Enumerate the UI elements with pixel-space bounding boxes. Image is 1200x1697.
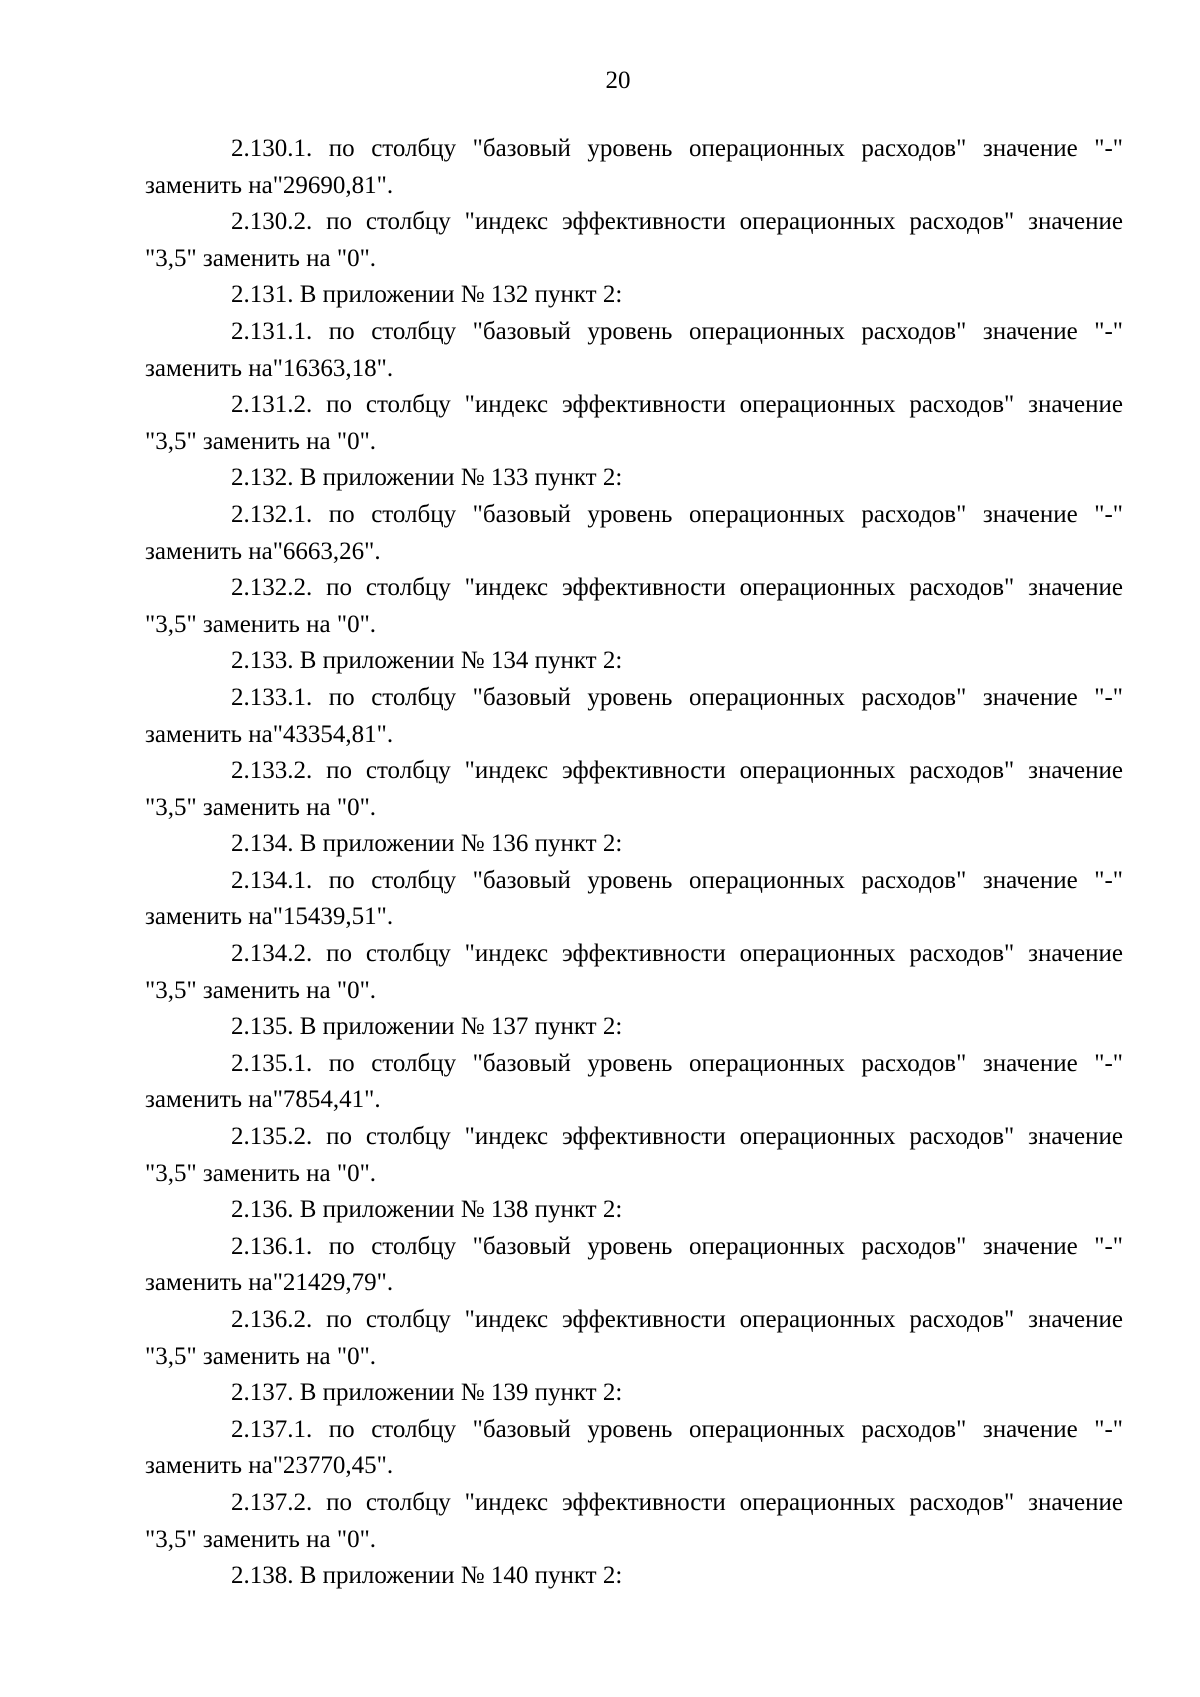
paragraph: 2.132. В приложении № 133 пункт 2: [231, 464, 623, 492]
paragraph: 2.136. В приложении № 138 пункт 2: [231, 1196, 623, 1224]
paragraph: 2.135.1. по столбцу "базовый уровень операционных расходов" значение "-" заменить на"7854,41". [145, 1049, 1123, 1114]
page-number: 20 [605, 67, 631, 94]
paragraph: 2.135. В приложении № 137 пункт 2: [231, 1013, 623, 1041]
paragraph: 2.137.1. по столбцу "базовый уровень операционных расходов" значение "-" заменить на"23770,45". [145, 1415, 1123, 1480]
paragraph: 2.134. В приложении № 136 пункт 2: [231, 830, 623, 858]
paragraph: 2.131.2. по столбцу "индекс эффективности операционных расходов" значение "3,5" заменить на "0". [145, 391, 1123, 455]
paragraph: 2.133.1. по столбцу "базовый уровень операционных расходов" значение "-" заменить на"43354,81". [145, 683, 1123, 748]
paragraph: 2.130.2. по столбцу "индекс эффективности операционных расходов" значение "3,5" заменить на "0". [145, 208, 1123, 272]
paragraph: 2.133. В приложении № 134 пункт 2: [231, 647, 623, 675]
paragraph: 2.134.1. по столбцу "базовый уровень операционных расходов" значение "-" заменить на"15439,51". [145, 866, 1123, 931]
paragraph: 2.136.2. по столбцу "индекс эффективности операционных расходов" значение "3,5" заменить на "0". [145, 1306, 1123, 1370]
paragraph: 2.135.2. по столбцу "индекс эффективности операционных расходов" значение "3,5" заменить на "0". [145, 1123, 1123, 1187]
paragraph: 2.137.2. по столбцу "индекс эффективности операционных расходов" значение "3,5" заменить на "0". [145, 1488, 1123, 1553]
paragraph: 2.131.1. по столбцу "базовый уровень операционных расходов" значение "-" заменить на"16363,18". [145, 317, 1123, 382]
paragraph: 2.133.2. по столбцу "индекс эффективности операционных расходов" значение "3,5" заменить на "0". [145, 757, 1123, 821]
paragraph: 2.131. В приложении № 132 пункт 2: [231, 281, 623, 309]
paragraph: 2.138. В приложении № 140 пункт 2: [231, 1562, 623, 1590]
paragraph: 2.132.1. по столбцу "базовый уровень операционных расходов" значение "-" заменить на"6663,26". [145, 500, 1123, 565]
paragraph: 2.136.1. по столбцу "базовый уровень операционных расходов" значение "-" заменить на"21429,79". [145, 1232, 1123, 1297]
document-body [145, 131, 1123, 1595]
paragraph: 2.132.2. по столбцу "индекс эффективности операционных расходов" значение "3,5" заменить на "0". [145, 574, 1123, 638]
paragraph: 2.130.1. по столбцу "базовый уровень операционных расходов" значение "-" заменить на"29690,81". [145, 135, 1123, 199]
paragraph: 2.134.2. по столбцу "индекс эффективности операционных расходов" значение "3,5" заменить на "0". [145, 940, 1123, 1004]
paragraph: 2.137. В приложении № 139 пункт 2: [231, 1379, 623, 1407]
